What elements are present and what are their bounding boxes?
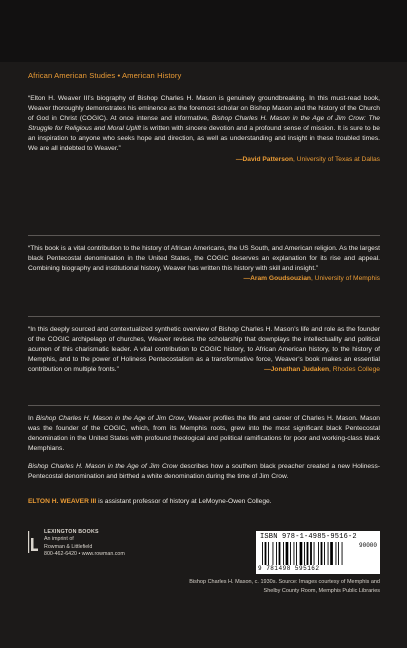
divider [28,235,380,236]
publisher-text [44,529,125,559]
author-bio-text: is assistant professor of history at LeMoyne-Owen College. [96,498,272,505]
barcode-digits: 9 781498 595162 [258,565,320,572]
top-band [0,0,407,62]
publisher-name: LEXINGTON BOOKS [44,529,99,535]
endorsement-2-affiliation: , University of Memphis [310,275,380,283]
endorsement-1 [28,94,380,165]
endorsement-3-attribution [264,365,380,375]
description-p1-text: , Weaver profiles the life and career of Charles H. Mason. Mason was the founder of the COGIC, which, from its Memphis roots, grew into the most significant black Pentecostal denomination in the United States with profound theological and political ramifications for poor and working-class black Memphians. [28,415,380,453]
endorsement-3 [28,325,380,375]
divider [28,316,380,317]
description-p2 [28,462,380,482]
endorsement-1-text-b: is written with sincere devotion and a profound sense of mission. It is sure to be an inspiration to anyone who seeks hope and direction, as well as understanding and insight in these troubled times. We are all indebted to Weaver.” [28,125,380,153]
publisher-line-2: Rowman & Littlefield [44,543,93,550]
barcode-bars [262,542,356,565]
endorsement-1-affiliation: , University of Texas at Dallas [293,155,380,163]
endorsement-2 [28,244,380,284]
endorsement-3-affiliation: , Rhodes College [329,366,380,374]
endorsement-1-text-a: “Elton H. Weaver III’s biography of Bishop Charles H. Mason is genuinely groundbreaking. In this must-read book, Weaver thoroughly demonstrates his eminence as the foremost scholar on Bishop Mason and the history of the Church of God in Christ (COGIC). At once intense and informative, [28,95,380,123]
photo-credit: Bishop Charles H. Mason, c. 1930s. Source: Images courtesy of Memphis and Shelby County Room, Memphis Public Libraries [189,579,380,594]
description-p2-title: Bishop Charles H. Mason in the Age of Jim Crow [28,463,178,471]
barcode [256,531,380,574]
endorsement-1-quote [28,94,380,155]
description-p1 [28,414,380,454]
author-bio [28,497,380,507]
publisher-contact: 800-462-6420 • www.rowman.com [44,551,125,558]
description-p1-title: Bishop Charles H. Mason in the Age of Jim Crow [35,415,184,422]
description [28,414,380,483]
endorsement-2-text: “This book is a vital contribution to the history of African Americans, the US South, and American religion. As the largest black Pentecostal denomination in the United States, the COGIC deserves an explanation for its rise and appeal. Combining biography and institutional history, Weaver has written this history with skill and insight.” [28,245,380,273]
endorsement-1-book-title: Bishop Charles H. Mason in the Age of Jim Crow: The Struggle for Religious and Moral Uplift [28,115,380,133]
endorsement-3-quote [28,325,380,375]
endorsement-3-text: “In this deeply sourced and contextualized synthetic overview of Bishop Charles H. Mason’s life and role as the founder of the COGIC archipelago of churches, Weaver revises the scholarship that downplays the intellectuality and political acumen of this charismatic leader. A vital contribution to COGIC history, to African American history, to the history of Memphis, and to the power of Holiness Pentecostalism as a transformative force, Weaver’s book makes an essential contribution on multiple fronts.” [28,326,380,374]
endorsement-2-quote [28,244,380,274]
description-p2-text: describes how a southern black preacher created a new Holiness-Pentecostal denomination and birthed a white denomination during the time of Jim Crow. [28,463,380,481]
endorsement-1-attribution [28,155,380,165]
publisher-line-1: An imprint of [44,536,74,543]
barcode-addon: 90000 [359,542,378,549]
category-label: African American Studies • American History [28,71,182,80]
endorsement-1-name: —David Patterson [235,155,294,163]
author-name: ELTON H. WEAVER III [28,498,97,505]
endorsement-2-name: —Aram Goudsouzian [243,275,311,283]
description-p1-lead: In [28,415,36,422]
endorsement-3-name: —Jonathan Judaken [264,366,330,374]
endorsement-2-attribution [28,274,380,284]
isbn-text: ISBN 978-1-4985-9516-2 [260,533,357,541]
lexington-logo-icon [28,531,39,553]
divider [28,405,380,406]
